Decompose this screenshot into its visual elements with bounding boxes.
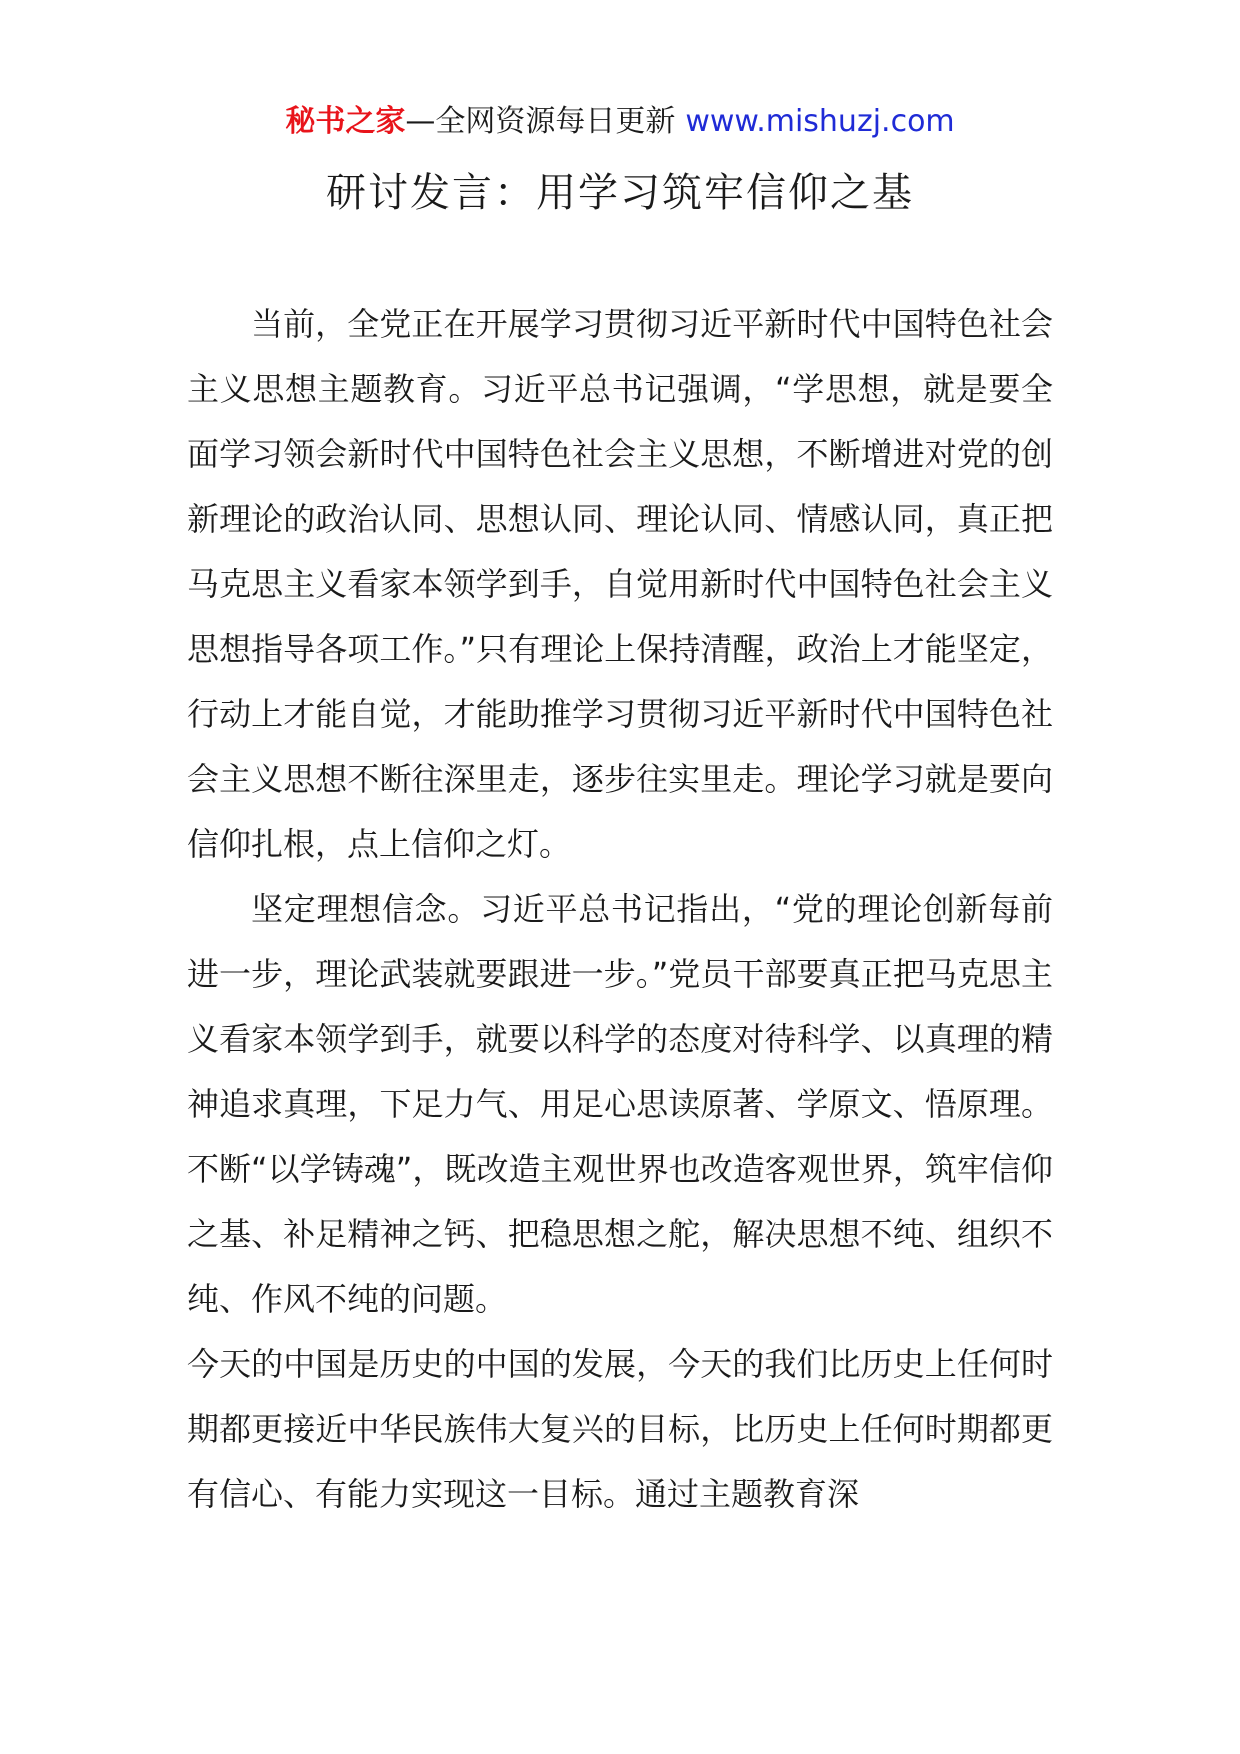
document-body: [187, 292, 1053, 1527]
paragraph-ideals: 坚定理想信念。习近平总书记指出，“党的理论创新每前进一步，理论武装就要跟进一步。”党员干部要真正把马克思主义看家本领学到手，就要以科学的态度对待科学、以真理的精神追求真理，下足力气、用足心思读原著、学原文、悟原理。不断“以学铸魂”，既改造主观世界也改造客观世界，筑牢信仰之基、补足精神之钙、把稳思想之舵，解决思想不纯、组织不纯、作风不纯的问题。: [187, 890, 1053, 1318]
site-header: [0, 102, 1240, 142]
site-tagline: —全网资源每日更新: [405, 104, 676, 139]
paragraph-history: 今天的中国是历史的中国的发展，今天的我们比历史上任何时期都更接近中华民族伟大复兴的目标，比历史上任何时期都更有信心、有能力实现这一目标。通过主题教育深: [187, 1345, 1053, 1513]
brand-name: 秘书之家: [285, 104, 406, 139]
paragraph-intro: 当前，全党正在开展学习贯彻习近平新时代中国特色社会主义思想主题教育。习近平总书记强调，“学思想，就是要全面学习领会新时代中国特色社会主义思想，不断增进对党的创新理论的政治认同、思想认同、理论认同、情感认同，真正把马克思主义看家本领学到手，自觉用新时代中国特色社会主义思想指导各项工作。”只有理论上保持清醒，政治上才能坚定，行动上才能自觉，才能助推学习贯彻习近平新时代中国特色社会主义思想不断往深里走，逐步往实里走。理论学习就是要向信仰扎根，点上信仰之灯。: [187, 305, 1053, 863]
document-title: 研讨发言：用学习筑牢信仰之基: [326, 170, 914, 216]
site-url-link[interactable]: www.mishuzj.com: [685, 104, 955, 139]
